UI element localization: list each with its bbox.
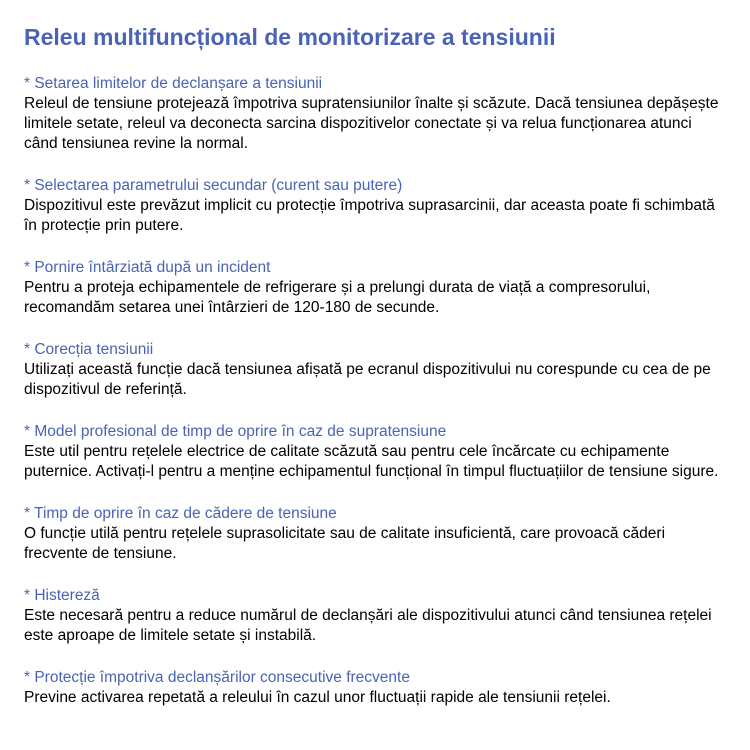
section-body: Utilizați această funcție dacă tensiunea afișată pe ecranul dispozitivului nu corespunde cu cea de pe dispozitivul de referință. bbox=[24, 361, 711, 398]
section-heading: * Protecție împotriva declanșărilor consecutive frecvente bbox=[24, 669, 410, 686]
section-secondary-parameter bbox=[24, 176, 726, 236]
section-body: Este util pentru rețelele electrice de calitate scăzută sau pentru cele încărcate cu echipamente puternice. Activați-l pentru a menține echipamentul funcțional în timpul fluctuațiilor de tensiune sigure. bbox=[24, 443, 719, 480]
section-body: Este necesară pentru a reduce numărul de declanșări ale dispozitivului atunci când tensiunea rețelei este aproape de limitele setate și instabilă. bbox=[24, 607, 712, 644]
section-overvoltage-shutoff bbox=[24, 422, 726, 482]
section-heading: * Model profesional de timp de oprire în caz de supratensiune bbox=[24, 423, 447, 440]
section-heading: * Histereză bbox=[24, 587, 100, 604]
section-body: Pentru a proteja echipamentele de refrigerare și a prelungi durata de viață a compresorului, recomandăm setarea unei întârzieri de 120-180 de secunde. bbox=[24, 279, 651, 316]
section-hysteresis bbox=[24, 586, 726, 646]
section-undervoltage-shutoff bbox=[24, 504, 726, 564]
section-heading: * Selectarea parametrului secundar (curent sau putere) bbox=[24, 177, 403, 194]
section-heading: * Timp de oprire în caz de cădere de tensiune bbox=[24, 505, 337, 522]
section-voltage-correction bbox=[24, 340, 726, 400]
section-heading: * Setarea limitelor de declanșare a tensiunii bbox=[24, 75, 323, 92]
section-heading: * Corecția tensiunii bbox=[24, 341, 154, 358]
section-heading: * Pornire întârziată după un incident bbox=[24, 259, 271, 276]
section-body: Releul de tensiune protejează împotriva supratensiunilor înalte și scăzute. Dacă tensiunea depășește limitele setate, releul va deconecta sarcina dispozitivelor conectate și va relua funcționarea atunci când tensiunea revine la normal. bbox=[24, 95, 719, 152]
section-body: O funcție utilă pentru rețelele suprasolicitate sau de calitate insuficientă, care provoacă căderi frecvente de tensiune. bbox=[24, 525, 666, 562]
section-delayed-start bbox=[24, 258, 726, 318]
section-body: Dispozitivul este prevăzut implicit cu protecție împotriva suprasarcinii, dar aceasta poate fi schimbată în protecție prin putere. bbox=[24, 197, 715, 234]
section-body: Previne activarea repetată a releului în cazul unor fluctuații rapide ale tensiunii rețelei. bbox=[24, 689, 611, 706]
section-frequent-trip-protection bbox=[24, 668, 726, 708]
section-trip-limits bbox=[24, 74, 726, 154]
page-title: Releu multifuncțional de monitorizare a tensiunii bbox=[24, 24, 556, 50]
